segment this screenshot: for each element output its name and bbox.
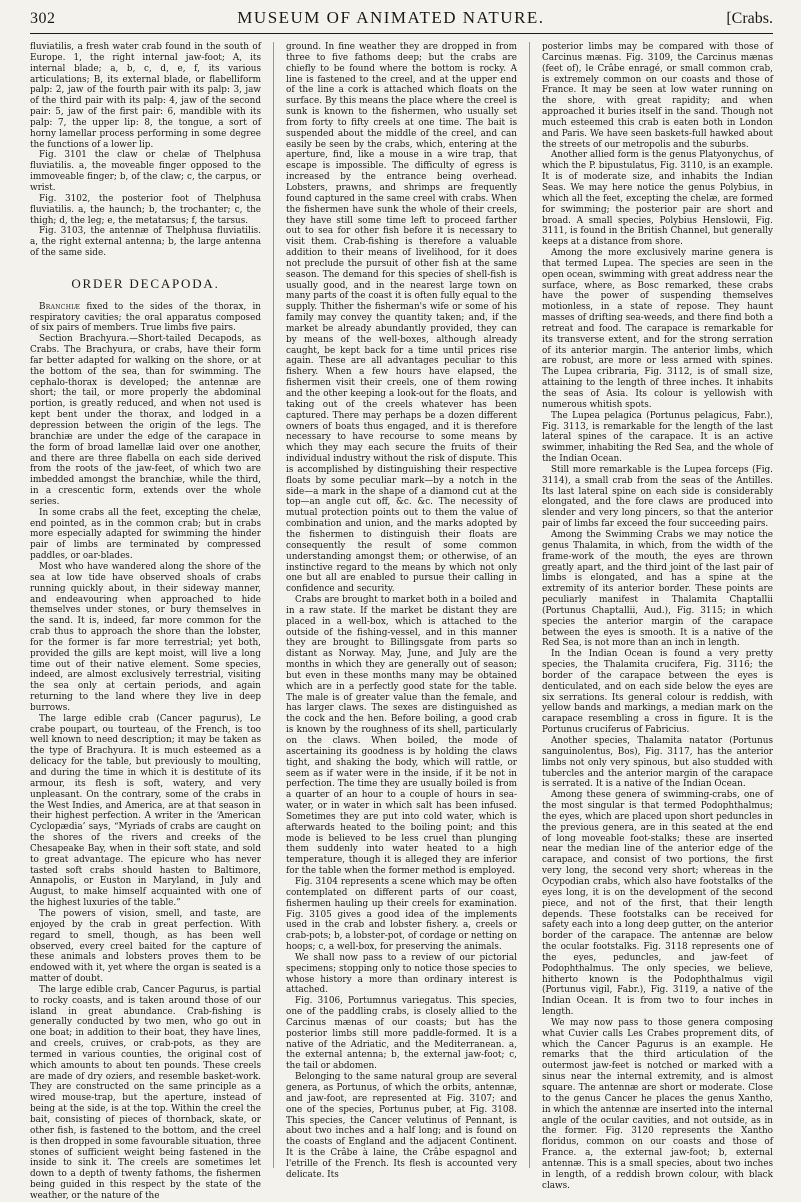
paragraph: Among the Swimming Crabs we may notice the genus Thalamita, in which, from the width of the frame-work of the mouth, the eyes are thrown greatly apart, and the third joint of the last pair of limbs is elongated, and has a spine at the extremity of its anterior border. These points are peculiarly manifest in Thalamita Chaptallii (Portunus Chaptallii, Aud.), Fig. 3115; in which species the anterior margin of the carapace between the eyes is smooth. It is a native of the Red Sea, is not more than an inch in length. — [542, 529, 773, 649]
paragraph: Another allied form is the genus Platyonychus, of which the P. bipustulatus, Fig. 3110, is an example. It is of moderate size, and inhabits the Indian Seas. We may here notice the genus Polybius, in which all the feet, excepting the chelæ, are formed for swimming; the posterior pair are short and broad. A small species, Polybius Henslowii, Fig. 3111, is found in the British Channel, but generally keeps at a distance from shore. — [542, 150, 773, 248]
paragraph: In the Indian Ocean is found a very pretty species, the Thalamita crucifera, Fig. 3116; the border of the carapace between the eyes is denticulated, and on each side below the eyes are six serrations. Its general colour is reddish, with yellow bands and markings, a median mark on the carapace resembling a cross in figure. It is the Portunus cruciferus of Fabricius. — [542, 649, 773, 736]
paragraph: Among these genera of swimming-crabs, one of the most singular is that termed Podophthalmus; the eyes, which are placed upon short peduncles in the previous genera, are in this seated at the end of long moveable foot-stalks; these are inserted near the median line of the anterior edge of the carapace, and consist of two portions, the first very long, the second very short; whereas in the Ocypodian crabs, which also have footstalks of the eyes long, it is on the development of the second piece, and not of the first, that their length depends. These footstalks can be received for safety each into a long deep gutter, on the anterior border of the carapace. The antennæ are below the ocular footstalks. Fig. 3118 represents one of the eyes, peduncles, and jaw-feet of Podophthalmus. The only species, we believe, hitherto known is the Podophthalmus vigil (Portunus vigil, Fabr.), Fig. 3119, a native of the Indian Ocean. It is from two to four inches in length. — [542, 790, 773, 1018]
section-heading: ORDER DECAPODA. — [71, 275, 220, 291]
section-label: [Crabs. — [726, 10, 773, 27]
paragraph: We shall now pass to a review of our pictorial specimens; stopping only to notice those species to whose history a more than ordinary interest is attached. — [286, 952, 517, 996]
lead-word: Branchiæ — [39, 301, 81, 312]
paragraph: Most who have wandered along the shore of the sea at low tide have observed shoals of crabs running quickly about, in their sideway manner, and endeavouring when approached to hide themselves under stones, or bury themselves in the sand. It is, indeed, far more common for the crab thus to approach the shore than the lobster, for the former is far more terrestrial; yet both, provided the gills are kept moist, will live a long time out of their native element. Some species, indeed, are almost exclusively terrestrial, visiting the sea only at certain periods, and again returning to the land where they live in deep burrows. — [30, 561, 261, 713]
header-rule — [30, 33, 773, 34]
paragraph: The large edible crab (Cancer pagurus), Le crabe poupart, ou tourteau, of the French, is too well known to need description; it may be taken as the type of Brachyura. It is much esteemed as a delicacy for the table, but previously to moulting, and during the time in which it is destitute of its armour, its flesh is soft, watery, and very unpleasant. On the contrary, some of the crabs in the West Indies, and America, are at that season in their highest perfection. A writer in the ‘American Cyclopædia’ says, “Myriads of crabs are caught on the shores of the rivers and creeks of the Chesapeake Bay, when in their soft state, and sold to great advantage. The epicure who has never tasted soft crabs should hasten to Baltimore, Annapolis, or Euston in Maryland, in July and August, to make himself acquainted with one of the highest luxuries of the table.” — [30, 713, 261, 909]
running-title: MUSEUM OF ANIMATED NATURE. — [237, 8, 545, 27]
paragraph: In some crabs all the feet, excepting the chelæ, end pointed, as in the common crab; but in crabs more especially adapted for swimming the hinder pair of limbs are terminated by compressed paddles, or oar-blades. — [30, 507, 261, 562]
column-3 — [542, 42, 773, 1191]
column-divider — [273, 42, 274, 1168]
paragraph: posterior limbs may be compared with those of Carcinus mænas. Fig. 3109, the Carcinus mænas (feet of), le Crâbe enragé, or small common crab, is extremely common on our coasts and those of France. It may be seen at low water running on the shore, with great rapidity; and when approached it buries itself in the sand. Though not much esteemed this crab is eaten both in London and Paris. We have seen baskets-full hawked about the streets of our metropolis and the suburbs. — [542, 42, 773, 150]
page-header — [30, 8, 773, 32]
column-1 — [30, 42, 261, 1201]
column-divider — [529, 42, 530, 1168]
paragraph: Fig. 3106, Portumnus variegatus. This species, one of the paddling crabs, is closely allied to the Carcinus mænas of our coasts; but has the posterior limbs still more paddle-formed. It is a native of the Adriatic, and the Mediterranean. a, the external antenna; b, the external jaw-foot; c, the tail or abdomen. — [286, 996, 517, 1072]
paragraph: ground. In fine weather they are dropped in from three to five fathoms deep; but the crabs are chiefly to be found where the bottom is rocky. A line is fastened to the creel, and at the upper end of the line a cork is attached which floats on the surface. By this means the place where the creel is sunk is known to the fishermen, who usually set from forty to fifty creels at one time. The bait is suspended about the middle of the creel, and can easily be seen by the crabs, which, entering at the aperture, find, like a mouse in a wire trap, that escape is impossible. The difficulty of egress is increased by the entrance being overhead. Lobsters, prawns, and shrimps are frequently found captured in the same creel with crabs. When the fishermen have sunk the whole of their creels, they have still some time left to proceed farther out to sea for other fish before it is necessary to visit them. Crab-fishing is therefore a valuable addition to their means of livelihood, for it does not preclude the pursuit of other fish at the same season. The demand for this species of shell-fish is usually good, and in the nearest large town on many parts of the coast it is often fully equal to the supply. Thither the fisherman's wife or some of his family may convey the quantity taken; and, if the market be already abundantly provided, they can by means of the well-boxes, although already caught, be kept back for a time until prices rise again. These are all advantages peculiar to this fishery. When a few hours have elapsed, the fishermen visit their creels, one of them rowing and the other keeping a look-out for the floats, and taking out of the creels whatever has been captured. There may perhaps be a dozen different owners of boats thus engaged, and it is therefore necessary to have recourse to some means by which they may each secure the fruits of their individual industry without the risk of dispute. This is accomplished by distinguishing their respective floats by some peculiar mark—by a notch in the side—a mark in the shape of a diamond cut at the top—an angle cut off, &c. &c. The necessity of mutual protection points out to them the value of combination and union, and the marks adopted by the fishermen to distinguish their floats are consequently the result of some common understanding amongst them; or otherwise, of an instinctive regard to the means by which not only one but all are enabled to pursue their calling in confidence and security. — [286, 42, 517, 595]
paragraph: Fig. 3104 represents a scene which may be often contemplated on different parts of our coast, fishermen hauling up their creels for examination. Fig. 3105 gives a good idea of the implements used in the crab and lobster fishery. a, creels or crab-pots; b, a lobster-pot, of cordage or netting on hoops; c, a well-box, for preserving the animals. — [286, 876, 517, 953]
paragraph: The powers of vision, smell, and taste, are enjoyed by the crab in great perfection. With regard to smell, though, as has been well observed, every creel baited for the capture of these animals and lobsters proves them to be endowed with it, yet where the organ is seated is a matter of doubt. — [30, 908, 261, 985]
paragraph: Still more remarkable is the Lupea forceps (Fig. 3114), a small crab from the seas of the Antilles. Its last lateral spine on each side is considerably elongated, and the fore claws are produced into slender and very long pincers, so that the anterior pair of limbs far exceed the four succeeding pairs. — [542, 464, 773, 530]
paragraph: Crabs are brought to market both in a boiled and in a raw state. If the market be distant they are placed in a well-box, which is attached to the outside of the fishing-vessel, and in this manner they are brought to Billingsgate from parts so distant as Norway. May, June, and July are the months in which they are generally out of season; but even in these months many may be obtained which are in a perfectly good state for the table. The male is of greater value than the female, and has larger claws. The sexes are distinguished as the cock and the hen. Before boiling, a good crab is known by the roughness of its shell, particularly on the claws. When boiled, the mode of ascertaining its goodness is by holding the claws tight, and shaking the body, which will rattle, or seem as if water were in the inside, if it be not in perfection. The time they are usually boiled is from a quarter of an hour to a couple of hours in sea-water, or in water in which salt has been infused. Sometimes they are put into cold water, which is afterwards heated to the boiling point; and this mode is believed to be less cruel than plunging them suddenly into water heated to a high temperature, though it is alleged they are inferior for the table when the former method is employed. — [286, 595, 517, 877]
page-number: 302 — [30, 10, 56, 27]
paragraph: Another species, Thalamita natator (Portunus sanguinolentus, Bos), Fig. 3117, has the anterior limbs not only very spinous, but also studded with tubercles and the anterior margin of the carapace is serrated. It is a native of the Indian Ocean. — [542, 736, 773, 790]
paragraph: Fig. 3103, the antennæ of Thelphusa fluviatilis. a, the right external antenna; b, the large antenna of the same side. — [30, 226, 261, 259]
text-columns — [30, 42, 773, 1201]
lead-text: fixed to the sides of the thorax, in respiratory cavities; the oral apparatus composed of six pairs of members. True limbs five pairs. — [30, 301, 261, 334]
paragraph: Belonging to the same natural group are several genera, as Portunus, of which the orbits, antennæ, and jaw-foot, are represented at Fig. 3107; and one of the species, Portunus puber, at Fig. 3108. This species, the Cancer velutinus of Pennant, is about two inches and a half long; and is found on the coasts of England and the adjacent Continent. It is the Crâbe à laine, the Crâbe espagnol and l'etrille of the French. Its flesh is accounted very delicate. Its — [286, 1072, 517, 1180]
paragraph: fluviatilis, a fresh water crab found in the south of Europe. 1, the right internal jaw-foot; A, its internal blade; a, b, c, d, e, f, its various articulations; B, its external blade, or flabelliform palp: 2, jaw of the fourth pair with its palp: 3, jaw of the third pair with its palp: 4, jaw of the second pair: 5, jaw of the first pair: 6, mandible with its palp: 7, the upper lip: 8, the tongue, a sort of horny lamellar process performing in some degree the functions of a lower lip. — [30, 42, 261, 150]
paragraph: Among the more exclusively marine genera is that termed Lupea. The species are seen in the open ocean, swimming with great address near the surface, where, as Bosc remarked, these crabs have the power of suspending themselves motionless, in a state of repose. They haunt masses of drifting sea-weeds, and there find both a retreat and food. The carapace is remarkable for its transverse extent, and for the strong serration of its anterior margin. The anterior limbs, which are robust, are more or less armed with spines. The Lupea cribraria, Fig. 3112, is of small size, attaining to the length of three inches. It inhabits the seas of Asia. Its colour is yellowish with numerous whitish spots. — [542, 248, 773, 410]
paragraph: Fig. 3102, the posterior foot of Thelphusa fluviatilis. a, the haunch; b, the trochanter; c, the thigh; d, the leg; e, the metatarsus; f, the tarsus. — [30, 193, 261, 226]
order-definition — [30, 302, 261, 335]
paragraph: The Lupea pelagica (Portunus pelagicus, Fabr.), Fig. 3113, is remarkable for the length of the last lateral spines of the carapace. It is an active swimmer, inhabiting the Red Sea, and the whole of the Indian Ocean. — [542, 410, 773, 465]
paragraph: We may now pass to those genera composing what Cuvier calls Les Crabes proprement dits, of which the Cancer Pagurus is an example. He remarks that the third articulation of the outermost jaw-feet is notched or marked with a sinus near the internal extremity, and is almost square. The antennæ are short or moderate. Close to the genus Cancer he places the genus Xantho, in which the antennæ are inserted into the internal angle of the ocular cavities, and not outside, as in the former. Fig. 3120 represents the Xantho floridus, common on our coasts and those of France. a, the external jaw-foot; b, external antennæ. This is a small species, about two inches in length, of a reddish brown colour, with black claws. — [542, 1017, 773, 1191]
paragraph: The large edible crab, Cancer Pagurus, is partial to rocky coasts, and is taken around those of our island in great abundance. Crab-fishing is generally conducted by two men, who go out in one boat; in addition to their boat, they have lines, and creels, cruives, or crab-pots, as they are termed in various counties, the original cost of which amounts to about ten pounds. These creels are made of dry oziers, and resemble basket-work. They are constructed on the same principle as a wired mouse-trap, but the aperture, instead of being at the side, is at the top. Within the creel the bait, consisting of pieces of thornback, skate, or other fish, is fastened to the bottom, and the creel is then dropped in some favourable situation, three stones of sufficient weight being fastened in the inside to sink it. The creels are sometimes let down to a depth of twenty fathoms, the fishermen being guided in this respect by the state of the weather, or the nature of the — [30, 984, 261, 1201]
paragraph: Section Brachyura.—Short-tailed Decapods, as Crabs. The Brachyura, or crabs, have their form far better adapted for walking on the shore, or at the bottom of the sea, than for swimming. The cephalo-thorax is developed; the antennæ are short; the tail, or more properly the abdominal portion, is greatly reduced, and when not used is kept bent under the thorax, and lodged in a depression between the origin of the legs. The branchiæ are under the edge of the carapace in the form of broad lamellæ laid over one another, and there are three flabella on each side derived from the roots of the jaw-feet, of which two are imbedded amongst the branchiæ, while the third, in a crescentic form, extends over the whole series. — [30, 334, 261, 507]
column-2 — [286, 42, 517, 1180]
paragraph: Fig. 3101 the claw or chelæ of Thelphusa fluviatilis. a, the moveable finger opposed to the immoveable finger; b, of the claw; c, the carpus, or wrist. — [30, 150, 261, 193]
